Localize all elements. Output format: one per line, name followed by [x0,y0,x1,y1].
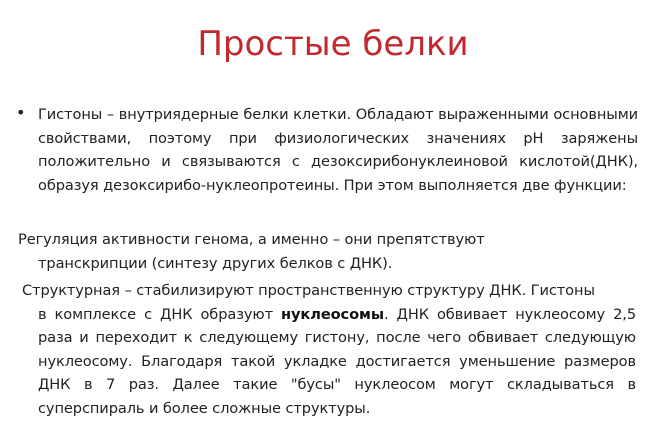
structural-text-after: . ДНК обвивает нуклеосому 2,5 раза и переходит к следующему гистону, после чего обвивает следующую нуклеосому. Благодаря такой укладке достигается уменьшение размеров ДНК в 7 раз. Далее такие "бусы" нуклеосом могут складываться в суперспираль и более сложные структуры. [38,305,637,417]
bullet-marker: • [16,103,26,122]
nucleosome-term: нуклеосомы [281,305,384,323]
regulation-line-2: транскрипции (синтезу других белков с ДНК). [38,254,393,272]
slide-title: Простые белки [197,24,469,64]
structural-line-1: Структурная – стабилизируют пространственную структуру ДНК. Гистоны [22,282,595,299]
paragraph-structural [22,279,636,420]
regulation-line-1: Регуляция активности генома, а именно – они препятствуют [18,231,485,248]
structural-rest [22,303,636,421]
paragraph-regulation [18,228,640,275]
paragraph-histones: Гистоны – внутриядерные белки клетки. Обладают выраженными основными свойствами, поэтому при физиологических значениях pH заряжены положительно и связываются с дезоксирибонуклеиновой кислотой(ДНК), образуя дезоксирибо-нуклеопротеины. При этом выполняется две функции: [38,106,638,194]
structural-text-before: в комплексе с ДНК образуют [38,305,282,323]
